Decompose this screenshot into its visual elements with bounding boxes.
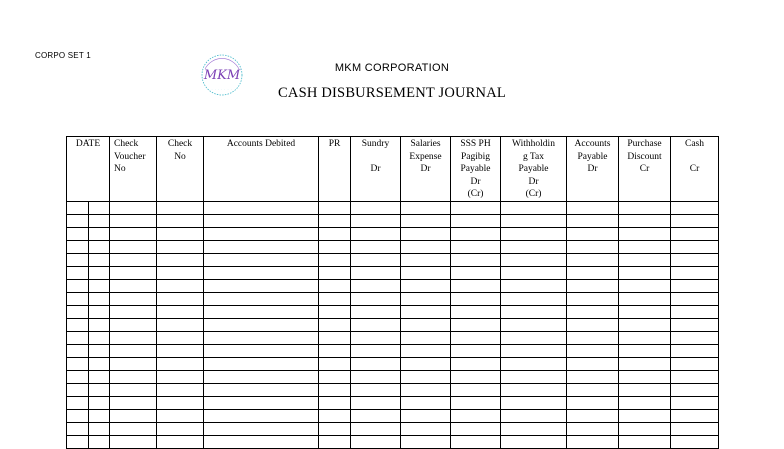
table-cell[interactable]	[619, 397, 671, 410]
table-cell[interactable]	[671, 254, 719, 267]
table-cell[interactable]	[501, 241, 567, 254]
table-cell[interactable]	[671, 371, 719, 384]
table-cell[interactable]	[451, 293, 501, 306]
table-cell[interactable]	[351, 410, 401, 423]
table-cell[interactable]	[110, 436, 157, 449]
table-cell[interactable]	[451, 228, 501, 241]
table-cell[interactable]	[319, 384, 351, 397]
table-row	[67, 215, 719, 228]
table-cell[interactable]	[671, 436, 719, 449]
table-row	[67, 371, 719, 384]
table-cell[interactable]	[619, 254, 671, 267]
table-cell[interactable]	[67, 332, 89, 345]
table-cell[interactable]	[67, 267, 89, 280]
table-cell[interactable]	[67, 358, 89, 371]
table-cell[interactable]	[567, 280, 619, 293]
table-cell[interactable]	[67, 241, 89, 254]
table-cell[interactable]	[501, 345, 567, 358]
table-cell[interactable]	[401, 241, 451, 254]
column-header: DATE	[67, 137, 110, 202]
table-cell[interactable]	[110, 410, 157, 423]
table-cell[interactable]	[619, 241, 671, 254]
table-cell[interactable]	[351, 202, 401, 215]
table-cell[interactable]	[319, 254, 351, 267]
table-cell[interactable]	[619, 410, 671, 423]
table-cell[interactable]	[671, 423, 719, 436]
table-cell[interactable]	[451, 410, 501, 423]
table-cell[interactable]	[351, 384, 401, 397]
table-cell[interactable]	[451, 358, 501, 371]
table-cell[interactable]	[89, 371, 110, 384]
table-cell[interactable]	[671, 202, 719, 215]
table-cell[interactable]	[401, 423, 451, 436]
table-cell[interactable]	[319, 280, 351, 293]
table-cell[interactable]	[110, 358, 157, 371]
table-cell[interactable]	[110, 384, 157, 397]
table-cell[interactable]	[157, 280, 204, 293]
table-row	[67, 293, 719, 306]
table-cell[interactable]	[451, 397, 501, 410]
table-cell[interactable]	[401, 332, 451, 345]
table-cell[interactable]	[319, 306, 351, 319]
table-cell[interactable]	[501, 254, 567, 267]
table-cell[interactable]	[89, 384, 110, 397]
table-cell[interactable]	[567, 254, 619, 267]
table-cell[interactable]	[567, 306, 619, 319]
set-label: CORPO SET 1	[35, 51, 91, 60]
table-cell[interactable]	[204, 345, 319, 358]
table-cell[interactable]	[89, 410, 110, 423]
table-cell[interactable]	[567, 293, 619, 306]
table-cell[interactable]	[619, 293, 671, 306]
table-cell[interactable]	[451, 371, 501, 384]
table-cell[interactable]	[89, 280, 110, 293]
table-cell[interactable]	[567, 436, 619, 449]
table-cell[interactable]	[157, 228, 204, 241]
table-cell[interactable]	[67, 423, 89, 436]
table-cell[interactable]	[501, 436, 567, 449]
table-cell[interactable]	[67, 280, 89, 293]
table-cell[interactable]	[89, 202, 110, 215]
table-cell[interactable]	[89, 397, 110, 410]
table-cell[interactable]	[619, 332, 671, 345]
table-cell[interactable]	[319, 319, 351, 332]
table-row	[67, 384, 719, 397]
table-cell[interactable]	[501, 267, 567, 280]
table-cell[interactable]	[110, 397, 157, 410]
table-cell[interactable]	[89, 241, 110, 254]
table-cell[interactable]	[67, 319, 89, 332]
table-row	[67, 228, 719, 241]
table-row	[67, 267, 719, 280]
table-cell[interactable]	[204, 228, 319, 241]
table-cell[interactable]	[671, 358, 719, 371]
table-cell[interactable]	[501, 358, 567, 371]
table-row	[67, 241, 719, 254]
column-header: Salaries Expense Dr	[401, 137, 451, 202]
table-cell[interactable]	[89, 293, 110, 306]
table-cell[interactable]	[67, 436, 89, 449]
table-cell[interactable]	[501, 410, 567, 423]
table-cell[interactable]	[501, 332, 567, 345]
table-cell[interactable]	[67, 371, 89, 384]
table-cell[interactable]	[67, 254, 89, 267]
table-cell[interactable]	[351, 358, 401, 371]
table-cell[interactable]	[204, 371, 319, 384]
table-cell[interactable]	[89, 345, 110, 358]
table-cell[interactable]	[110, 306, 157, 319]
table-cell[interactable]	[671, 397, 719, 410]
table-cell[interactable]	[451, 215, 501, 228]
table-cell[interactable]	[351, 228, 401, 241]
table-cell[interactable]	[351, 423, 401, 436]
column-header: Accounts Payable Dr	[567, 137, 619, 202]
table-cell[interactable]	[204, 293, 319, 306]
table-cell[interactable]	[89, 436, 110, 449]
table-cell[interactable]	[619, 267, 671, 280]
table-cell[interactable]	[110, 241, 157, 254]
table-cell[interactable]	[671, 384, 719, 397]
table-cell[interactable]	[401, 371, 451, 384]
table-cell[interactable]	[319, 423, 351, 436]
table-cell[interactable]	[451, 436, 501, 449]
table-cell[interactable]	[204, 358, 319, 371]
table-cell[interactable]	[501, 384, 567, 397]
table-cell[interactable]	[567, 319, 619, 332]
table-cell[interactable]	[451, 267, 501, 280]
table-cell[interactable]	[501, 215, 567, 228]
table-cell[interactable]	[110, 332, 157, 345]
table-row	[67, 436, 719, 449]
table-cell[interactable]	[319, 202, 351, 215]
table-cell[interactable]	[157, 358, 204, 371]
table-cell[interactable]	[204, 306, 319, 319]
table-cell[interactable]	[319, 410, 351, 423]
table-cell[interactable]	[110, 202, 157, 215]
table-cell[interactable]	[204, 280, 319, 293]
table-cell[interactable]	[110, 371, 157, 384]
table-cell[interactable]	[351, 319, 401, 332]
table-cell[interactable]	[401, 358, 451, 371]
table-cell[interactable]	[110, 423, 157, 436]
table-cell[interactable]	[157, 423, 204, 436]
table-cell[interactable]	[671, 267, 719, 280]
table-cell[interactable]	[204, 267, 319, 280]
table-row	[67, 345, 719, 358]
table-cell[interactable]	[157, 345, 204, 358]
table-row	[67, 358, 719, 371]
table-cell[interactable]	[89, 254, 110, 267]
table-cell[interactable]	[451, 306, 501, 319]
table-cell[interactable]	[401, 410, 451, 423]
table-cell[interactable]	[204, 202, 319, 215]
table-cell[interactable]	[157, 293, 204, 306]
table-cell[interactable]	[110, 345, 157, 358]
logo-text: MKM	[203, 68, 241, 83]
table-cell[interactable]	[567, 215, 619, 228]
table-cell[interactable]	[567, 397, 619, 410]
table-cell[interactable]	[401, 345, 451, 358]
table-cell[interactable]	[451, 280, 501, 293]
table-cell[interactable]	[67, 228, 89, 241]
table-row	[67, 397, 719, 410]
table-cell[interactable]	[204, 436, 319, 449]
table-cell[interactable]	[89, 358, 110, 371]
table-cell[interactable]	[351, 241, 401, 254]
table-cell[interactable]	[351, 345, 401, 358]
table-cell[interactable]	[451, 202, 501, 215]
table-cell[interactable]	[319, 241, 351, 254]
table-row	[67, 319, 719, 332]
table-cell[interactable]	[157, 332, 204, 345]
table-cell[interactable]	[351, 332, 401, 345]
table-cell[interactable]	[351, 293, 401, 306]
table-cell[interactable]	[671, 241, 719, 254]
table-cell[interactable]	[619, 280, 671, 293]
table-cell[interactable]	[401, 267, 451, 280]
table-cell[interactable]	[319, 228, 351, 241]
table-cell[interactable]	[67, 345, 89, 358]
table-cell[interactable]	[567, 202, 619, 215]
table-cell[interactable]	[401, 254, 451, 267]
table-cell[interactable]	[451, 254, 501, 267]
table-cell[interactable]	[67, 397, 89, 410]
table-cell[interactable]	[157, 306, 204, 319]
table-body	[67, 202, 719, 449]
table-cell[interactable]	[67, 202, 89, 215]
table-cell[interactable]	[204, 241, 319, 254]
table-row	[67, 332, 719, 345]
table-cell[interactable]	[451, 241, 501, 254]
table-cell[interactable]	[619, 423, 671, 436]
table-cell[interactable]	[401, 436, 451, 449]
table-cell[interactable]	[204, 319, 319, 332]
table-cell[interactable]	[67, 293, 89, 306]
table-cell[interactable]	[671, 345, 719, 358]
table-cell[interactable]	[451, 384, 501, 397]
table-header-row	[67, 137, 719, 202]
table-cell[interactable]	[619, 371, 671, 384]
column-header: Purchase Discount Cr	[619, 137, 671, 202]
table-cell[interactable]	[401, 293, 451, 306]
table-cell[interactable]	[157, 215, 204, 228]
table-cell[interactable]	[351, 280, 401, 293]
table-row	[67, 280, 719, 293]
table-cell[interactable]	[501, 202, 567, 215]
table-cell[interactable]	[110, 228, 157, 241]
table-cell[interactable]	[89, 423, 110, 436]
table-cell[interactable]	[319, 215, 351, 228]
cash-disbursement-table	[66, 136, 719, 449]
table-cell[interactable]	[401, 215, 451, 228]
table-cell[interactable]	[204, 254, 319, 267]
table-cell[interactable]	[671, 215, 719, 228]
table-cell[interactable]	[204, 384, 319, 397]
table-cell[interactable]	[567, 332, 619, 345]
table-cell[interactable]	[157, 319, 204, 332]
table-cell[interactable]	[157, 241, 204, 254]
table-cell[interactable]	[157, 410, 204, 423]
table-cell[interactable]	[619, 436, 671, 449]
table-cell[interactable]	[351, 215, 401, 228]
table-cell[interactable]	[567, 358, 619, 371]
table-cell[interactable]	[401, 280, 451, 293]
table-cell[interactable]	[110, 267, 157, 280]
table-cell[interactable]	[351, 254, 401, 267]
table-cell[interactable]	[451, 345, 501, 358]
table-cell[interactable]	[89, 319, 110, 332]
table-cell[interactable]	[204, 410, 319, 423]
table-row	[67, 423, 719, 436]
table-cell[interactable]	[89, 306, 110, 319]
table-cell[interactable]	[67, 306, 89, 319]
table-cell[interactable]	[319, 267, 351, 280]
column-header: Check No	[157, 137, 204, 202]
table-row	[67, 254, 719, 267]
table-row	[67, 410, 719, 423]
column-header: Withholdin g Tax Payable Dr (Cr)	[501, 137, 567, 202]
column-header: SSS PH Pagibig Payable Dr (Cr)	[451, 137, 501, 202]
table-cell[interactable]	[401, 319, 451, 332]
column-header: Check Voucher No	[110, 137, 157, 202]
table-cell[interactable]	[671, 280, 719, 293]
table-cell[interactable]	[67, 410, 89, 423]
column-header: Cash Cr	[671, 137, 719, 202]
table-cell[interactable]	[351, 267, 401, 280]
table-cell[interactable]	[567, 241, 619, 254]
table-cell[interactable]	[89, 228, 110, 241]
table-cell[interactable]	[89, 332, 110, 345]
column-header: Sundry Dr	[351, 137, 401, 202]
table-cell[interactable]	[671, 228, 719, 241]
table-cell[interactable]	[619, 384, 671, 397]
svg-text:· · · · · · ·: · · · · · · ·	[211, 88, 233, 91]
table-cell[interactable]	[110, 215, 157, 228]
table-cell[interactable]	[319, 345, 351, 358]
table-cell[interactable]	[567, 228, 619, 241]
table-cell[interactable]	[319, 358, 351, 371]
table-cell[interactable]	[110, 254, 157, 267]
table-cell[interactable]	[67, 215, 89, 228]
table-cell[interactable]	[501, 280, 567, 293]
company-name: MKM CORPORATION	[334, 62, 450, 74]
table-cell[interactable]	[157, 254, 204, 267]
table-cell[interactable]	[671, 319, 719, 332]
table-cell[interactable]	[451, 319, 501, 332]
table-cell[interactable]	[319, 397, 351, 410]
table-cell[interactable]	[401, 306, 451, 319]
table-cell[interactable]	[204, 397, 319, 410]
table-cell[interactable]	[501, 371, 567, 384]
table-cell[interactable]	[89, 267, 110, 280]
table-cell[interactable]	[501, 397, 567, 410]
table-cell[interactable]	[351, 436, 401, 449]
table-cell[interactable]	[89, 215, 110, 228]
table-cell[interactable]	[501, 228, 567, 241]
table-cell[interactable]	[567, 423, 619, 436]
table-row	[67, 306, 719, 319]
table-cell[interactable]	[619, 345, 671, 358]
table-cell[interactable]	[451, 423, 501, 436]
column-header: PR	[319, 137, 351, 202]
table-cell[interactable]	[204, 423, 319, 436]
table-cell[interactable]	[671, 306, 719, 319]
table-cell[interactable]	[204, 332, 319, 345]
table-cell[interactable]	[451, 332, 501, 345]
table-cell[interactable]	[501, 293, 567, 306]
table-cell[interactable]	[401, 397, 451, 410]
table-cell[interactable]	[157, 202, 204, 215]
table-cell[interactable]	[619, 228, 671, 241]
table-cell[interactable]	[110, 280, 157, 293]
table-cell[interactable]	[619, 319, 671, 332]
column-header: Accounts Debited	[204, 137, 319, 202]
table-cell[interactable]	[110, 319, 157, 332]
table-cell[interactable]	[110, 293, 157, 306]
table-cell[interactable]	[401, 384, 451, 397]
table-cell[interactable]	[204, 215, 319, 228]
table-cell[interactable]	[671, 293, 719, 306]
table-cell[interactable]	[157, 397, 204, 410]
table-cell[interactable]	[351, 306, 401, 319]
table-cell[interactable]	[501, 306, 567, 319]
table-cell[interactable]	[567, 267, 619, 280]
table-cell[interactable]	[619, 202, 671, 215]
table-cell[interactable]	[501, 423, 567, 436]
table-cell[interactable]	[401, 202, 451, 215]
table-cell[interactable]	[319, 371, 351, 384]
table-cell[interactable]	[157, 384, 204, 397]
table-cell[interactable]	[319, 332, 351, 345]
table-row	[67, 202, 719, 215]
table-cell[interactable]	[671, 332, 719, 345]
table-cell[interactable]	[567, 345, 619, 358]
table-cell[interactable]	[619, 215, 671, 228]
table-cell[interactable]	[319, 436, 351, 449]
table-cell[interactable]	[67, 384, 89, 397]
table-cell[interactable]	[351, 397, 401, 410]
table-cell[interactable]	[401, 228, 451, 241]
table-cell[interactable]	[567, 410, 619, 423]
table-cell[interactable]	[157, 371, 204, 384]
table-cell[interactable]	[501, 319, 567, 332]
table-cell[interactable]	[157, 436, 204, 449]
table-cell[interactable]	[619, 306, 671, 319]
journal-title: CASH DISBURSEMENT JOURNAL	[278, 85, 506, 101]
table-cell[interactable]	[567, 371, 619, 384]
table-cell[interactable]	[319, 293, 351, 306]
table-cell[interactable]	[619, 358, 671, 371]
table-cell[interactable]	[671, 410, 719, 423]
table-cell[interactable]	[567, 384, 619, 397]
table-cell[interactable]	[351, 371, 401, 384]
table-cell[interactable]	[157, 267, 204, 280]
